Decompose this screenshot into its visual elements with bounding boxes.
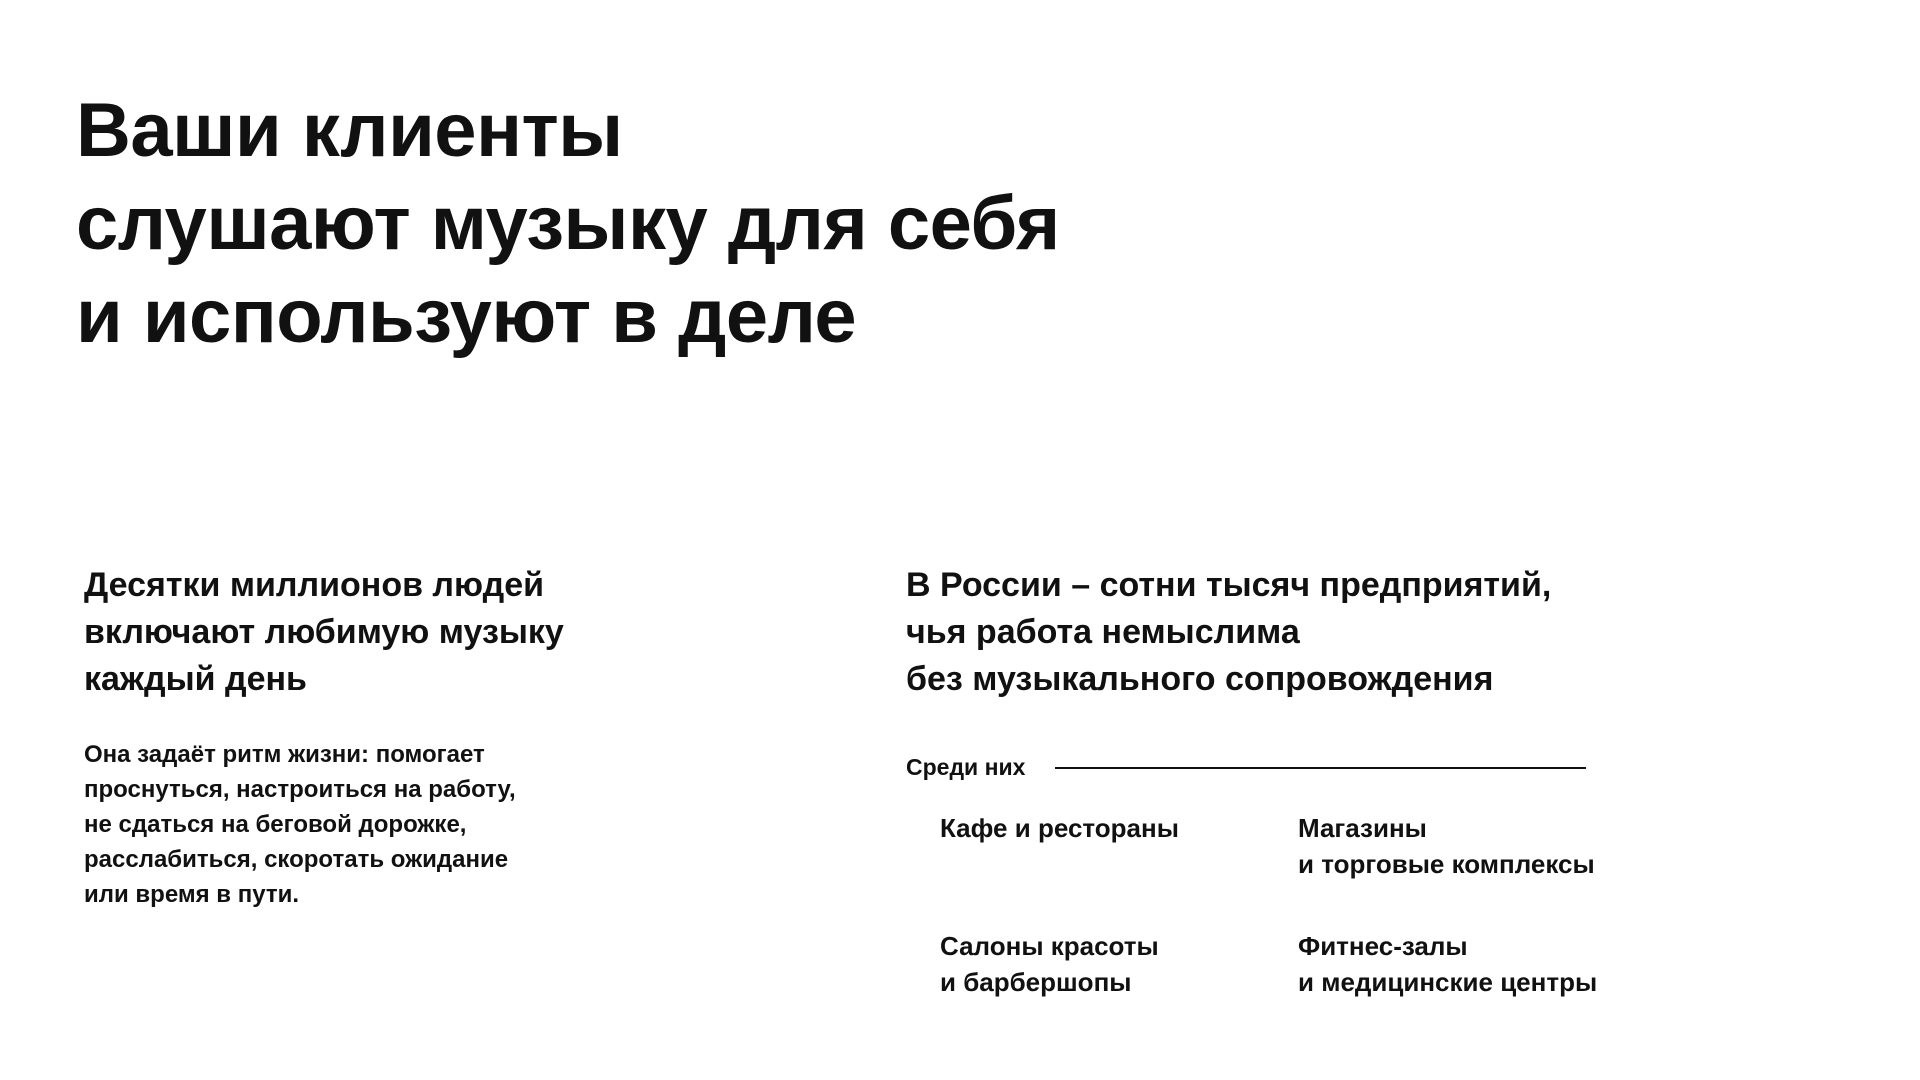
- among-them-label: Среди них: [906, 754, 1026, 780]
- business-lead: [906, 562, 1706, 703]
- headline-line: и используют в деле: [76, 274, 857, 359]
- lead-line: чья работа немыслима: [906, 613, 1300, 651]
- category-fitness: [1298, 928, 1698, 1000]
- lead-line: Десятки миллионов людей: [84, 566, 545, 604]
- category-line: и торговые комплексы: [1298, 849, 1595, 879]
- category-line: и барбершопы: [940, 967, 1132, 997]
- category-line: Магазины: [1298, 813, 1427, 843]
- body-line: или время в пути.: [84, 881, 300, 908]
- category-salons: [940, 928, 1298, 1000]
- category-cafes: [940, 810, 1298, 882]
- lead-line: без музыкального сопровождения: [906, 660, 1494, 698]
- body-line: Она задаёт ритм жизни: помогает: [84, 741, 485, 768]
- category-line: Фитнес-залы: [1298, 931, 1468, 961]
- listeners-section: [84, 562, 784, 912]
- category-line: Салоны красоты: [940, 931, 1159, 961]
- among-them-row: [906, 754, 1586, 781]
- business-categories: [940, 810, 1700, 1000]
- listeners-body: [84, 737, 784, 912]
- body-line: расслабиться, скоротать ожидание: [84, 846, 509, 873]
- slide-headline: [76, 84, 1060, 363]
- business-section: [906, 562, 1706, 997]
- lead-line: В России – сотни тысяч предприятий,: [906, 566, 1552, 604]
- lead-line: включают любимую музыку: [84, 613, 564, 651]
- body-line: не сдаться на беговой дорожке,: [84, 811, 467, 838]
- lead-line: каждый день: [84, 660, 307, 698]
- category-line: Кафе и рестораны: [940, 813, 1179, 843]
- divider-line: [1055, 767, 1586, 769]
- headline-line: слушают музыку для себя: [76, 181, 1060, 266]
- listeners-lead: [84, 562, 784, 703]
- category-shops: [1298, 810, 1698, 882]
- body-line: проснуться, настроиться на работу,: [84, 776, 516, 803]
- headline-line: Ваши клиенты: [76, 88, 623, 173]
- category-line: и медицинские центры: [1298, 967, 1598, 997]
